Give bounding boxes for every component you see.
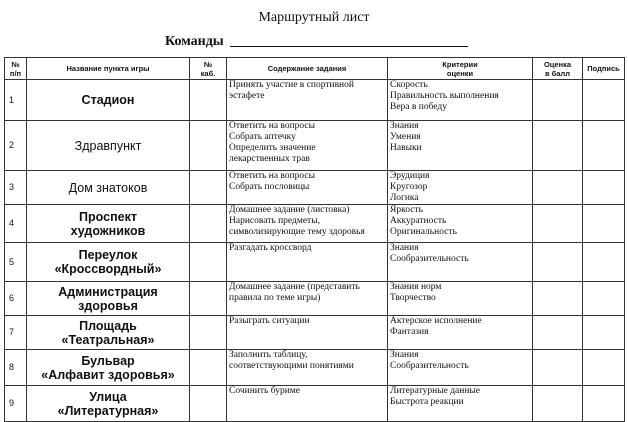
task-content-line: символизирующие тему здоровья: [229, 227, 365, 237]
score-cell[interactable]: [533, 316, 583, 350]
cabinet-cell[interactable]: [190, 282, 227, 316]
task-content-line: Определить значение: [229, 143, 316, 153]
cabinet-cell[interactable]: [190, 205, 227, 243]
criteria-cell: [388, 171, 533, 205]
task-content-line: Домашнее задание (листовка): [229, 205, 350, 215]
score-cell[interactable]: [533, 282, 583, 316]
cabinet-cell[interactable]: [190, 121, 227, 171]
criteria-line: Знания норм: [390, 282, 442, 292]
task-content-cell: [227, 243, 388, 282]
task-content-cell: [227, 171, 388, 205]
task-content-cell: [227, 350, 388, 386]
task-content-line: Сочинить буриме: [229, 386, 301, 396]
task-content-line: лекарственных трав: [229, 154, 310, 164]
table-row: [5, 282, 625, 316]
cabinet-cell[interactable]: [190, 80, 227, 121]
row-number-cell: 1: [5, 80, 27, 121]
station-name-cell: [27, 80, 190, 121]
criteria-cell: [388, 386, 533, 422]
station-name-cell: [27, 171, 190, 205]
header-criteria-line: Критерии: [442, 59, 478, 69]
team-field: [165, 34, 468, 50]
station-name-cell: [27, 243, 190, 282]
station-name-line: Проспект: [79, 209, 137, 224]
header-score-line: в балл: [544, 68, 571, 78]
station-name-cell: [27, 350, 190, 386]
score-cell[interactable]: [533, 171, 583, 205]
criteria-line: Скорость: [390, 80, 428, 90]
team-label: Команды: [165, 34, 224, 49]
route-sheet-table: [4, 57, 625, 422]
criteria-cell: [388, 80, 533, 121]
cabinet-cell[interactable]: [190, 316, 227, 350]
station-name-line: «Театральная»: [61, 332, 155, 347]
signature-cell[interactable]: [583, 316, 625, 350]
signature-cell[interactable]: [583, 243, 625, 282]
criteria-cell: [388, 316, 533, 350]
station-name-line: Здравпункт: [74, 138, 142, 153]
header-score: [533, 58, 583, 80]
score-cell[interactable]: [533, 350, 583, 386]
cabinet-cell[interactable]: [190, 350, 227, 386]
signature-cell[interactable]: [583, 386, 625, 422]
station-name-line: Администрация: [58, 284, 158, 299]
header-criteria: [388, 58, 533, 80]
table-body: [5, 80, 625, 422]
score-cell[interactable]: [533, 243, 583, 282]
station-name-line: Стадион: [81, 93, 135, 107]
task-content-cell: [227, 121, 388, 171]
station-name-line: Переулок: [78, 248, 138, 262]
criteria-line: Умения: [390, 132, 421, 142]
header-num-line: п/п: [9, 68, 22, 78]
criteria-line: Яркость: [390, 205, 423, 215]
signature-cell[interactable]: [583, 80, 625, 121]
criteria-line: Оригинальность: [390, 227, 457, 237]
task-content-line: правила по теме игры): [229, 293, 321, 303]
station-name-line: Дом знатоков: [68, 180, 148, 195]
document-title: Маршрутный лист: [258, 10, 370, 25]
score-cell[interactable]: [533, 205, 583, 243]
station-name-cell: [27, 205, 190, 243]
row-number-cell: 2: [5, 121, 27, 171]
task-content-line: Нарисовать предметы,: [229, 216, 320, 226]
station-name-line: здоровья: [78, 298, 138, 313]
station-name-line: Бульвар: [81, 353, 135, 368]
table-row: [5, 205, 625, 243]
header-score-line: Оценка: [543, 59, 572, 69]
row-number-cell: 5: [5, 243, 27, 282]
station-name-cell: [27, 316, 190, 350]
table-row: [5, 350, 625, 386]
task-content-cell: [227, 386, 388, 422]
header-cab-line: №: [203, 59, 213, 69]
signature-cell[interactable]: [583, 171, 625, 205]
team-name-blank-line[interactable]: [230, 46, 468, 47]
task-content-line: Ответить на вопросы: [229, 171, 316, 181]
cabinet-cell[interactable]: [190, 243, 227, 282]
header-cab: [190, 58, 227, 80]
criteria-line: Литературные данные: [390, 386, 481, 396]
row-number-cell: 8: [5, 350, 27, 386]
station-name-line: «Литературная»: [57, 403, 159, 418]
station-name-line: «Кроссвордный»: [54, 262, 162, 276]
score-cell[interactable]: [533, 80, 583, 121]
score-cell[interactable]: [533, 121, 583, 171]
criteria-line: Сообразительность: [390, 361, 469, 371]
criteria-line: Быстрота реакции: [390, 397, 464, 407]
table-row: [5, 316, 625, 350]
station-name-cell: [27, 386, 190, 422]
score-cell[interactable]: [533, 386, 583, 422]
header-cab-line: каб.: [200, 68, 216, 78]
task-content-line: Домашнее задание (представить: [229, 282, 360, 292]
header-row: [5, 58, 625, 80]
signature-cell[interactable]: [583, 121, 625, 171]
criteria-line: Логика: [390, 193, 419, 203]
row-number-cell: 7: [5, 316, 27, 350]
header-name: Название пункта игры: [27, 58, 190, 80]
criteria-line: Кругозор: [390, 182, 428, 192]
task-content-cell: [227, 80, 388, 121]
task-content-line: Заполнить таблицу,: [229, 350, 308, 360]
criteria-cell: [388, 121, 533, 171]
criteria-line: Эрудиция: [390, 171, 430, 181]
criteria-line: Правильность выполнения: [390, 91, 499, 101]
header-num: [5, 58, 27, 80]
cabinet-cell[interactable]: [190, 386, 227, 422]
criteria-line: Аккуратность: [390, 216, 447, 226]
task-content-cell: [227, 205, 388, 243]
task-content-line: эстафете: [229, 91, 265, 101]
criteria-line: Навыки: [390, 143, 422, 153]
task-content-line: Собрать пословицы: [229, 182, 310, 192]
criteria-cell: [388, 243, 533, 282]
station-name-line: Площадь: [79, 318, 137, 333]
criteria-line: Знания: [390, 243, 419, 253]
table-row: [5, 243, 625, 282]
criteria-line: Сообразительность: [390, 254, 469, 264]
task-content-cell: [227, 282, 388, 316]
header-content: Содержание задания: [227, 58, 388, 80]
station-name-cell: [27, 282, 190, 316]
signature-cell[interactable]: [583, 282, 625, 316]
signature-cell[interactable]: [583, 205, 625, 243]
criteria-line: Актерское исполнение: [390, 316, 482, 326]
task-content-line: Разгадать кроссворд: [229, 243, 312, 253]
row-number-cell: 9: [5, 386, 27, 422]
station-name-line: художников: [70, 223, 146, 238]
task-content-line: Собрать аптечку: [229, 132, 296, 142]
table-row: [5, 121, 625, 171]
criteria-line: Творчество: [390, 293, 436, 303]
criteria-line: Знания: [390, 350, 419, 360]
header-signature: Подпись: [583, 58, 625, 80]
station-name-line: «Алфавит здоровья»: [41, 367, 175, 382]
header-num-line: №: [11, 59, 20, 69]
signature-cell[interactable]: [583, 350, 625, 386]
row-number-cell: 3: [5, 171, 27, 205]
table-row: [5, 386, 625, 422]
task-content-line: Разыграть ситуации: [229, 316, 310, 326]
cabinet-cell[interactable]: [190, 171, 227, 205]
station-name-cell: [27, 121, 190, 171]
criteria-line: Знания: [390, 121, 419, 131]
criteria-line: Вера в победу: [390, 102, 447, 112]
criteria-cell: [388, 282, 533, 316]
table-row: [5, 80, 625, 121]
task-content-line: соответствующими понятиями: [229, 361, 354, 371]
header-criteria-line: оценки: [446, 68, 474, 78]
criteria-line: Фантазия: [390, 327, 429, 337]
task-content-line: Ответить на вопросы: [229, 121, 316, 131]
station-name-line: Улица: [89, 389, 127, 404]
table-row: [5, 171, 625, 205]
task-content-cell: [227, 316, 388, 350]
criteria-cell: [388, 205, 533, 243]
criteria-cell: [388, 350, 533, 386]
row-number-cell: 6: [5, 282, 27, 316]
row-number-cell: 4: [5, 205, 27, 243]
task-content-line: Принять участие в спортивной: [229, 80, 354, 90]
